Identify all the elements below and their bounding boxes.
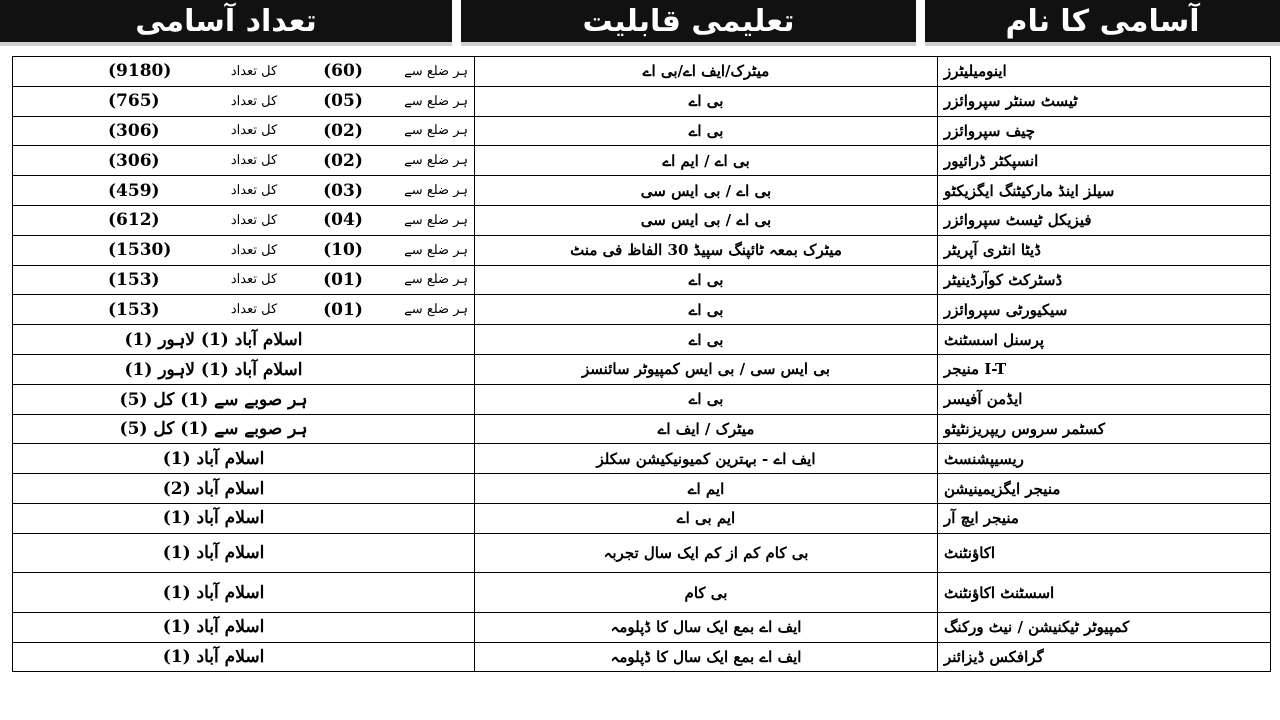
jobs-table-body xyxy=(13,57,1271,672)
qualification-cell: بی اے / بی ایس سی xyxy=(475,205,938,235)
total-count: (765) xyxy=(108,91,160,112)
vacancy-count-cell xyxy=(13,642,475,672)
post-name-cell: اکاؤنٹنٹ xyxy=(938,533,1271,573)
table-row xyxy=(13,573,1271,613)
qualification-cell: میٹرک بمعہ ٹائپنگ سپیڈ 30 الفاظ فی منٹ xyxy=(475,235,938,265)
total-count: (153) xyxy=(108,299,160,320)
per-district-count: (02) xyxy=(323,150,363,171)
vacancy-count-line xyxy=(19,240,468,260)
post-name-cell: ڈسٹرکٹ کوآرڈینیٹر xyxy=(938,265,1271,295)
qualification-cell: بی کام کم از کم ایک سال تجربہ xyxy=(475,533,938,573)
post-name-cell: I-T منیجر xyxy=(938,354,1271,384)
post-name-cell: انسپکٹر ڈرائیور xyxy=(938,146,1271,176)
total-count: (306) xyxy=(108,120,160,141)
table-row xyxy=(13,642,1271,672)
total-count-label: کل تعداد xyxy=(230,63,278,79)
jobs-table xyxy=(12,56,1271,672)
table-row xyxy=(13,612,1271,642)
table-row xyxy=(13,295,1271,325)
vacancy-count-line xyxy=(19,300,468,320)
vacancy-count-line xyxy=(19,210,468,230)
qualification-cell: بی اے xyxy=(475,295,938,325)
qualification-cell: ایم بی اے xyxy=(475,503,938,533)
vacancy-count-cell xyxy=(13,384,475,414)
post-name-cell: اسسٹنٹ اکاؤنٹنٹ xyxy=(938,573,1271,613)
qualification-cell: بی ایس سی / بی ایس کمپیوٹر سائنسز xyxy=(475,354,938,384)
post-name-cell: منیجر ایچ آر xyxy=(938,503,1271,533)
table-row xyxy=(13,384,1271,414)
header-bar xyxy=(0,0,1280,50)
vacancy-count-cell xyxy=(13,57,475,87)
table-row xyxy=(13,474,1271,504)
vacancy-count-cell xyxy=(13,235,475,265)
total-count: (153) xyxy=(108,269,160,290)
total-count-label: کل تعداد xyxy=(230,242,278,258)
table-row xyxy=(13,205,1271,235)
per-district-count: (10) xyxy=(323,240,363,261)
vacancy-count-text: اسلام آباد (1) xyxy=(162,617,265,638)
post-name-cell: ٹیسٹ سنٹر سپروائزر xyxy=(938,86,1271,116)
table-row xyxy=(13,176,1271,206)
post-name-cell: کسٹمر سروس ریپریزنٹیٹو xyxy=(938,414,1271,444)
post-name-cell: فیزیکل ٹیسٹ سپروائزر xyxy=(938,205,1271,235)
vacancy-count-cell xyxy=(13,295,475,325)
table-row xyxy=(13,146,1271,176)
per-district-label: ہر ضلع سے xyxy=(404,93,468,109)
table-row xyxy=(13,414,1271,444)
per-district-label: ہر ضلع سے xyxy=(404,123,468,139)
per-district-label: ہر ضلع سے xyxy=(404,272,468,288)
per-district-count: (02) xyxy=(323,120,363,141)
post-name-cell: سیکیورٹی سپروائزر xyxy=(938,295,1271,325)
qualification-cell: ایف اے - بہترین کمیونیکیشن سکلز xyxy=(475,444,938,474)
vacancy-count-cell xyxy=(13,414,475,444)
per-district-count: (05) xyxy=(323,91,363,112)
post-name-cell: ڈیٹا انٹری آپریٹر xyxy=(938,235,1271,265)
vacancy-count-text: اسلام آباد (2) xyxy=(162,478,265,499)
table-row xyxy=(13,86,1271,116)
post-name-cell: اینومیلیٹرز xyxy=(938,57,1271,87)
qualification-cell: ایف اے بمع ایک سال کا ڈپلومہ xyxy=(475,642,938,672)
vacancy-count-line xyxy=(19,181,468,201)
per-district-label: ہر ضلع سے xyxy=(404,183,468,199)
vacancy-count-cell xyxy=(13,116,475,146)
post-name-cell: ایڈمن آفیسر xyxy=(938,384,1271,414)
vacancy-count-cell xyxy=(13,444,475,474)
vacancy-count-text: اسلام آباد (1) xyxy=(162,508,265,529)
qualification-cell: بی اے xyxy=(475,116,938,146)
total-count: (612) xyxy=(108,210,160,231)
vacancy-count-text: اسلام آباد (1) xyxy=(162,448,265,469)
qualification-cell: بی اے xyxy=(475,384,938,414)
vacancy-count-text: اسلام آباد (1) xyxy=(162,543,265,563)
per-district-count: (04) xyxy=(323,210,363,231)
per-district-label: ہر ضلع سے xyxy=(404,212,468,228)
per-district-count: (60) xyxy=(323,61,363,82)
per-district-label: ہر ضلع سے xyxy=(404,302,468,318)
total-count-label: کل تعداد xyxy=(230,183,278,199)
post-name-cell: چیف سپروائزر xyxy=(938,116,1271,146)
total-count-label: کل تعداد xyxy=(230,153,278,169)
qualification-cell: بی اے xyxy=(475,86,938,116)
vacancy-count-line xyxy=(19,91,468,111)
vacancy-count-cell xyxy=(13,325,475,355)
per-district-count: (01) xyxy=(323,269,363,290)
total-count-label: کل تعداد xyxy=(230,123,278,139)
per-district-label: ہر ضلع سے xyxy=(404,242,468,258)
vacancy-count-cell xyxy=(13,474,475,504)
total-count-label: کل تعداد xyxy=(230,272,278,288)
table-row xyxy=(13,444,1271,474)
total-count: (9180) xyxy=(108,61,172,82)
vacancy-count-cell xyxy=(13,503,475,533)
vacancy-count-text: ہر صوبے سے (1) کل (5) xyxy=(119,419,308,440)
vacancy-count-cell xyxy=(13,205,475,235)
vacancy-count-cell xyxy=(13,533,475,573)
vacancy-count-cell xyxy=(13,146,475,176)
post-name-cell: پرسنل اسسٹنٹ xyxy=(938,325,1271,355)
table-row xyxy=(13,57,1271,87)
qualification-cell: ایف اے بمع ایک سال کا ڈپلومہ xyxy=(475,612,938,642)
total-count-label: کل تعداد xyxy=(230,93,278,109)
table-row xyxy=(13,354,1271,384)
total-count: (459) xyxy=(108,180,160,201)
vacancy-count-cell xyxy=(13,573,475,613)
per-district-label: ہر ضلع سے xyxy=(404,63,468,79)
vacancy-count-cell xyxy=(13,86,475,116)
post-name-cell: سیلز اینڈ مارکیٹنگ ایگزیکٹو xyxy=(938,176,1271,206)
qualification-cell: بی اے xyxy=(475,325,938,355)
qualification-cell: بی اے xyxy=(475,265,938,295)
total-count: (1530) xyxy=(108,240,172,261)
table-row xyxy=(13,116,1271,146)
table-row xyxy=(13,325,1271,355)
vacancy-count-text: اسلام آباد (1) لاہور (1) xyxy=(124,330,303,351)
qualification-cell: بی اے / بی ایس سی xyxy=(475,176,938,206)
vacancy-count-line xyxy=(19,151,468,171)
post-name-cell: گرافکس ڈیزائنر xyxy=(938,642,1271,672)
table-row xyxy=(13,533,1271,573)
post-name-cell: کمپیوٹر ٹیکنیشن / نیٹ ورکنگ xyxy=(938,612,1271,642)
vacancy-count-cell xyxy=(13,612,475,642)
vacancy-count-line xyxy=(19,61,468,81)
header-vacancies: تعداد آسامی xyxy=(0,0,452,46)
jobs-table-wrap xyxy=(12,56,1270,720)
per-district-count: (03) xyxy=(323,180,363,201)
vacancy-count-text: اسلام آباد (1) لاہور (1) xyxy=(124,359,303,380)
total-count: (306) xyxy=(108,150,160,171)
header-qualification: تعلیمی قابلیت xyxy=(461,0,916,46)
vacancy-count-text: ہر صوبے سے (1) کل (5) xyxy=(119,389,308,410)
total-count-label: کل تعداد xyxy=(230,302,278,318)
total-count-label: کل تعداد xyxy=(230,212,278,228)
vacancy-count-line xyxy=(19,121,468,141)
qualification-cell: ایم اے xyxy=(475,474,938,504)
vacancy-count-text: اسلام آباد (1) xyxy=(162,582,265,603)
table-row xyxy=(13,503,1271,533)
qualification-cell: بی اے / ایم اے xyxy=(475,146,938,176)
qualification-cell: میٹرک / ایف اے xyxy=(475,414,938,444)
table-row xyxy=(13,235,1271,265)
qualification-cell: بی کام xyxy=(475,573,938,613)
vacancy-count-text: اسلام آباد (1) xyxy=(162,646,265,667)
qualification-cell: میٹرک/ایف اے/بی اے xyxy=(475,57,938,87)
vacancy-count-cell xyxy=(13,354,475,384)
vacancy-count-cell xyxy=(13,265,475,295)
vacancy-count-line xyxy=(19,270,468,290)
header-post-name: آسامی کا نام xyxy=(925,0,1280,46)
table-row xyxy=(13,265,1271,295)
post-name-cell: منیجر ایگزیمینیشن xyxy=(938,474,1271,504)
vacancy-count-cell xyxy=(13,176,475,206)
per-district-label: ہر ضلع سے xyxy=(404,153,468,169)
per-district-count: (01) xyxy=(323,299,363,320)
post-name-cell: ریسیپشنسٹ xyxy=(938,444,1271,474)
